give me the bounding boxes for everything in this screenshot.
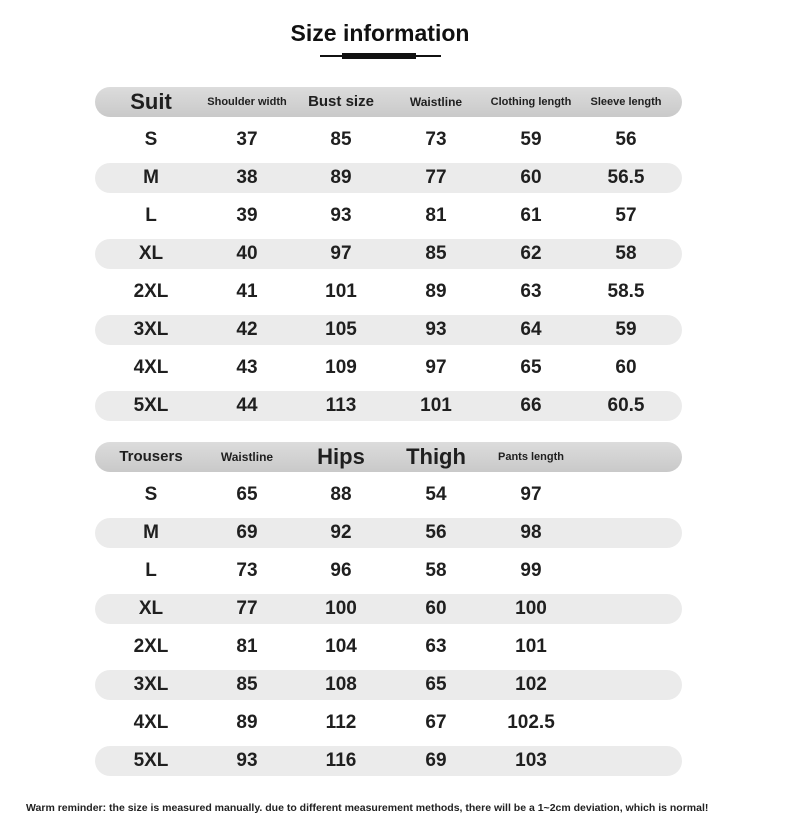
suit-cell: 60	[520, 167, 542, 188]
suit-cell: 101	[325, 281, 357, 302]
trousers-cell: 102.5	[507, 712, 555, 733]
suit-cell: 43	[236, 357, 258, 378]
suit-header-5: Sleeve length	[590, 95, 662, 108]
suit-cell: 89	[330, 167, 352, 188]
suit-cell: 60	[615, 357, 637, 378]
trousers-cell: 73	[236, 560, 258, 581]
suit-cell: 105	[325, 319, 357, 340]
trousers-header-4: Pants length	[497, 450, 564, 463]
trousers-size-table	[95, 442, 682, 784]
table-row	[95, 594, 682, 624]
suit-header-3: Waistline	[409, 95, 463, 109]
table-row	[95, 632, 682, 662]
suit-cell: 77	[425, 167, 447, 188]
table-row	[95, 670, 682, 700]
suit-header-0: Suit	[130, 89, 172, 114]
title-underline-accent	[342, 53, 416, 59]
suit-cell: 56	[615, 129, 637, 150]
suit-cell: 59	[520, 129, 542, 150]
trousers-cell: 88	[330, 484, 352, 505]
suit-cell: 41	[236, 281, 258, 302]
table-row	[95, 708, 682, 738]
trousers-cell: XL	[138, 598, 164, 619]
trousers-cell: 93	[236, 750, 258, 771]
trousers-header-2: Hips	[317, 444, 365, 469]
suit-cell: M	[143, 167, 159, 188]
trousers-cell: 69	[236, 522, 258, 543]
trousers-cell: 65	[236, 484, 258, 505]
table-row	[95, 518, 682, 548]
suit-cell: 63	[520, 281, 542, 302]
suit-cell: 85	[330, 129, 352, 150]
trousers-cell: 103	[515, 750, 547, 771]
trousers-cell: 99	[520, 560, 542, 581]
suit-header-4: Clothing length	[490, 95, 572, 108]
trousers-cell: 2XL	[133, 636, 169, 657]
trousers-cell: 69	[425, 750, 447, 771]
trousers-cell: 54	[425, 484, 447, 505]
trousers-cell: M	[143, 522, 159, 543]
suit-cell: 65	[520, 357, 542, 378]
suit-cell: 38	[236, 167, 258, 188]
suit-cell: 97	[425, 357, 447, 378]
table-row	[95, 556, 682, 586]
table-row	[95, 239, 682, 269]
suit-cell: 4XL	[133, 357, 169, 378]
table-row	[95, 746, 682, 776]
trousers-cell: 97	[520, 484, 542, 505]
table-row	[95, 163, 682, 193]
trousers-cell: 67	[425, 712, 447, 733]
trousers-cell: 58	[425, 560, 447, 581]
suit-cell: 5XL	[133, 395, 169, 416]
suit-cell: 60.5	[607, 395, 645, 416]
trousers-cell: 3XL	[133, 674, 169, 695]
trousers-cell: S	[144, 484, 158, 505]
suit-header-row	[95, 87, 682, 117]
suit-header-2: Bust size	[308, 93, 374, 110]
suit-cell: 37	[236, 129, 258, 150]
suit-cell: 58.5	[607, 281, 645, 302]
suit-cell: 57	[615, 205, 637, 226]
suit-cell: 62	[520, 243, 542, 264]
trousers-cell: 100	[515, 598, 547, 619]
suit-cell: 81	[425, 205, 447, 226]
table-row	[95, 277, 682, 307]
suit-cell: 85	[425, 243, 447, 264]
suit-cell: 3XL	[133, 319, 169, 340]
trousers-cell: 112	[325, 712, 357, 733]
trousers-cell: 63	[425, 636, 447, 657]
suit-cell: 93	[330, 205, 352, 226]
suit-cell: 59	[615, 319, 637, 340]
suit-cell: 109	[325, 357, 357, 378]
suit-cell: 66	[520, 395, 542, 416]
trousers-cell: 77	[236, 598, 258, 619]
suit-cell: 44	[236, 395, 258, 416]
trousers-cell: L	[145, 560, 157, 581]
table-row	[95, 391, 682, 421]
suit-header-1: Shoulder width	[207, 95, 287, 108]
trousers-cell: 65	[425, 674, 447, 695]
trousers-cell: 85	[236, 674, 258, 695]
suit-cell: 2XL	[133, 281, 169, 302]
suit-cell: 89	[425, 281, 447, 302]
suit-cell: S	[144, 129, 158, 150]
trousers-cell: 116	[325, 750, 357, 771]
trousers-header-0: Trousers	[119, 448, 183, 465]
table-row	[95, 353, 682, 383]
suit-cell: 101	[420, 395, 452, 416]
suit-cell: 97	[330, 243, 352, 264]
suit-cell: 39	[236, 205, 258, 226]
suit-cell: L	[145, 205, 157, 226]
trousers-cell: 81	[236, 636, 258, 657]
table-row	[95, 480, 682, 510]
suit-cell: 64	[520, 319, 542, 340]
table-row	[95, 201, 682, 231]
suit-cell: 40	[236, 243, 258, 264]
suit-cell: 73	[425, 129, 447, 150]
page-title: Size information	[290, 20, 470, 46]
suit-cell: 93	[425, 319, 447, 340]
trousers-cell: 101	[515, 636, 547, 657]
table-row	[95, 125, 682, 155]
trousers-cell: 56	[425, 522, 447, 543]
trousers-header-row	[95, 442, 682, 472]
trousers-cell: 102	[515, 674, 547, 695]
suit-cell: 56.5	[607, 167, 645, 188]
trousers-cell: 60	[425, 598, 447, 619]
suit-cell: 113	[325, 395, 357, 416]
trousers-header-1: Waistline	[220, 450, 274, 464]
suit-cell: 61	[520, 205, 542, 226]
suit-size-table	[95, 87, 682, 429]
trousers-cell: 5XL	[133, 750, 169, 771]
trousers-cell: 98	[520, 522, 542, 543]
trousers-cell: 89	[236, 712, 258, 733]
trousers-cell: 4XL	[133, 712, 169, 733]
suit-cell: XL	[138, 243, 164, 264]
trousers-cell: 104	[325, 636, 357, 657]
table-row	[95, 315, 682, 345]
trousers-header-3: Thigh	[406, 444, 466, 469]
warm-reminder-note: Warm reminder: the size is measured manually. due to different measurement methods, there will be a 1~2cm deviation, which is normal!	[26, 802, 709, 814]
trousers-cell: 92	[330, 522, 352, 543]
suit-cell: 58	[615, 243, 637, 264]
trousers-cell: 100	[325, 598, 357, 619]
trousers-cell: 108	[325, 674, 357, 695]
trousers-cell: 96	[330, 560, 352, 581]
suit-cell: 42	[236, 319, 258, 340]
